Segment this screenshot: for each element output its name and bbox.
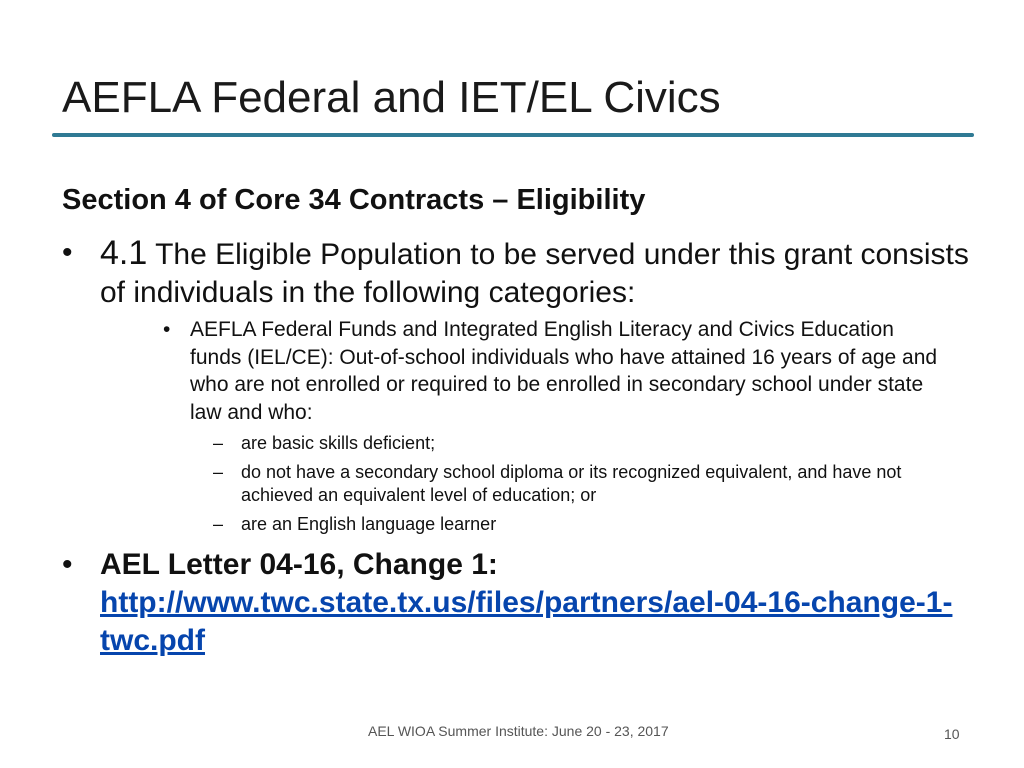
bullet-ael-letter	[100, 546, 980, 660]
bullet-marker: •	[62, 548, 73, 581]
bullet-marker: •	[62, 236, 73, 269]
sub-bullet-aefla-funds: AEFLA Federal Funds and Integrated English Literacy and Civics Education funds (IEL/CE): Out-of-school individuals who have attained 16 years of age and who are not enrolled or required to be enrolled in secondary school under state law and who:	[190, 318, 938, 424]
ael-letter-label: AEL Letter 04-16, Change 1:	[100, 548, 498, 581]
ael-letter-link[interactable]: http://www.twc.state.tx.us/files/partners/ael-04-16-change-1-twc.pdf	[100, 586, 953, 657]
condition-item: are basic skills deficient;	[241, 433, 436, 453]
condition-item: are an English language learner	[241, 514, 497, 534]
bullet-number: 4.1	[100, 234, 148, 272]
bullet-text: The Eligible Population to be served under this grant consists of individuals in the following categories:	[100, 238, 969, 309]
sub-bullet-marker: •	[163, 318, 171, 341]
title-divider	[52, 133, 974, 137]
dash-marker: –	[213, 462, 224, 482]
bullet-eligible-population	[100, 234, 980, 312]
section-heading: Section 4 of Core 34 Contracts – Eligibility	[62, 184, 646, 216]
dash-marker: –	[213, 433, 224, 453]
page-number: 10	[944, 726, 960, 742]
footer-text: AEL WIOA Summer Institute: June 20 - 23, 2017	[368, 723, 669, 739]
dash-marker: –	[213, 514, 224, 534]
slide-title: AEFLA Federal and IET/EL Civics	[62, 73, 721, 122]
condition-item: do not have a secondary school diploma or its recognized equivalent, and have not achieved an equivalent level of education; or	[241, 462, 902, 505]
